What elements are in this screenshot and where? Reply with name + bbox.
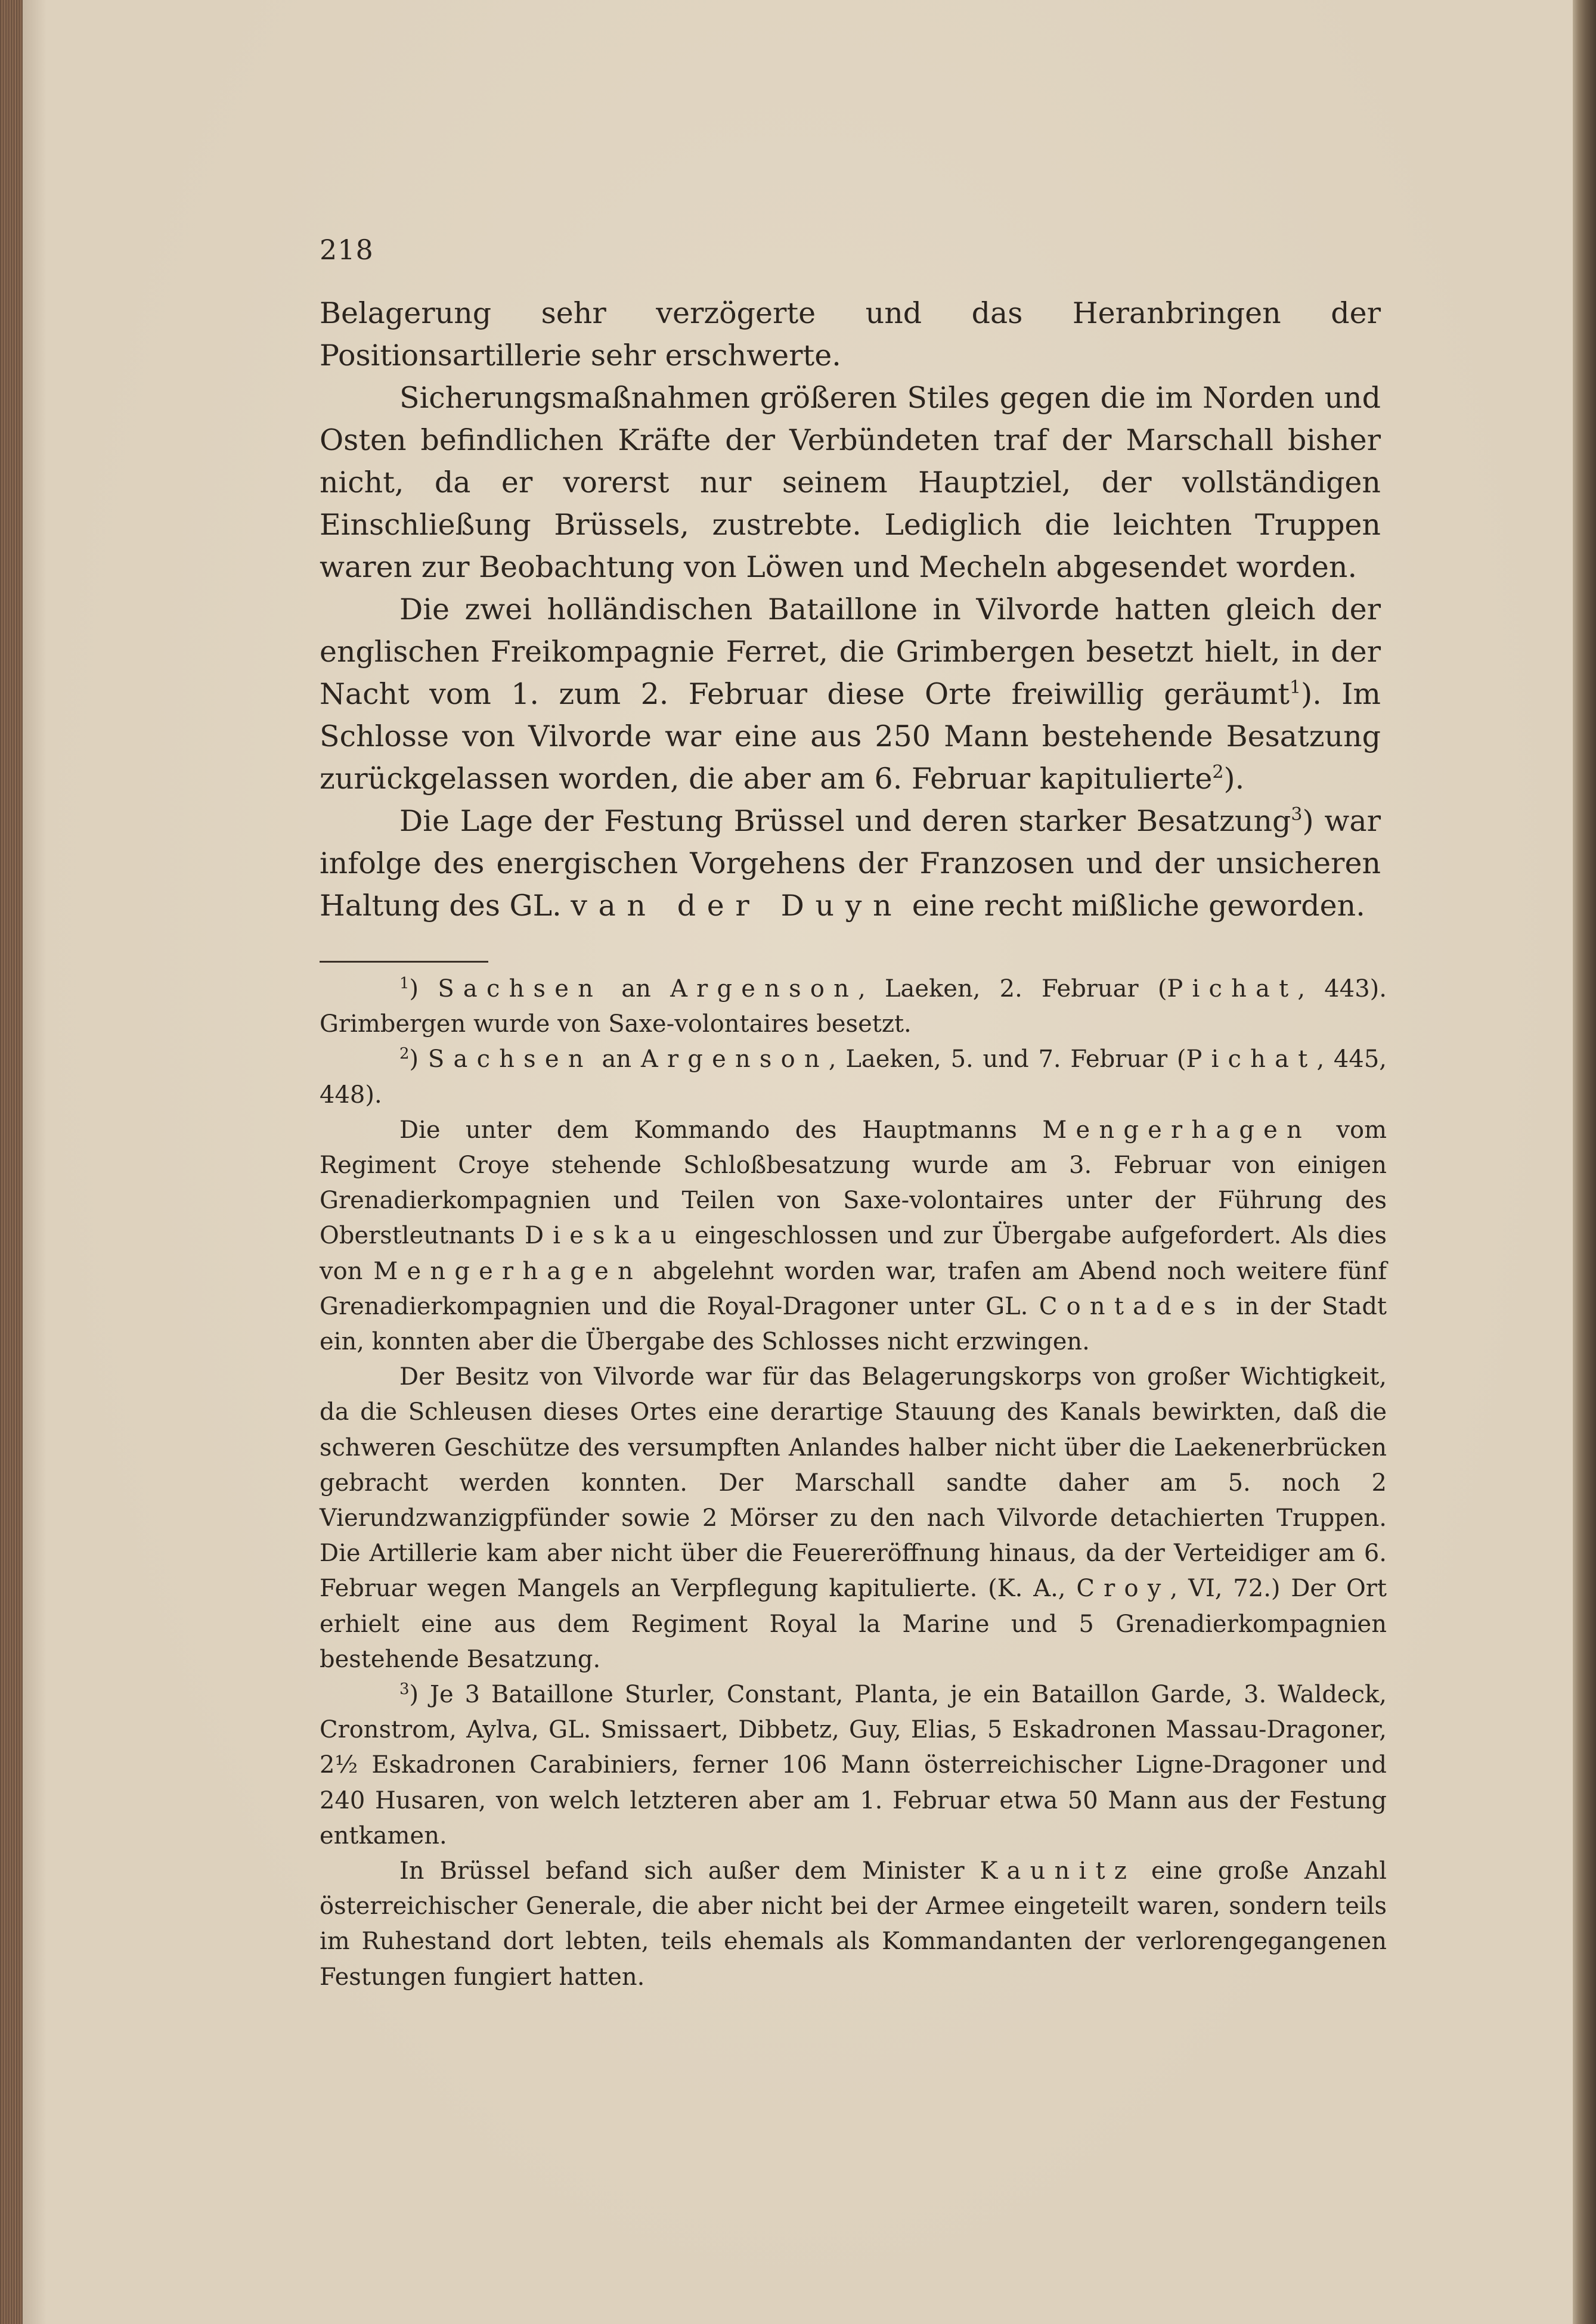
footnote-2: $^2$) Sachsen an Argenson, Laeken, 5. und 7. Februar (Pichat, 445, 448). <box>320 1045 1387 1109</box>
footnote-ref-1: 1 <box>1290 677 1301 698</box>
paragraph-3: Die zwei holländischen Bataillone in Vilvorde hatten gleich der englischen Freikompagnie Ferret, die Grimbergen besetzt hielt, in der Nacht vom 1. zum 2. Februar diese Orte freiwillig geräumt$^1$). Im Schlosse von Vilvorde war eine aus 250 Mann bestehende Besatzung zurückgelassen worden, die aber am 6. Februar kapitulierte$^2$). <box>320 592 1381 796</box>
footnotes <box>320 972 1387 1995</box>
footnote-2-paragraph-3: Der Besitz von Vilvorde war für das Belagerungskorps von großer Wichtigkeit, da die Schleusen dieses Ortes eine derartige Stauung des Kanals bewirkten, daß die schweren Geschütze des versumpften Anlandes halber nicht über die Laekenerbrücken gebracht werden konnten. Der Marschall sandte daher am 5. noch 2 Vierundzwanzigpfünder sowie 2 Mörser zu den nach Vilvorde detachierten Truppen. Die Artillerie kam aber nicht über die Feuereröffnung hinaus, da der Verteidiger am 6. Februar wegen Mangels an Verpflegung kapitulierte. (K. A., Croy, VI, 72.) Der Ort erhielt eine aus dem Regiment Royal la Marine und 5 Grenadierkompagnien bestehende Besatzung. <box>320 1363 1387 1673</box>
footnote-3-paragraph-2: In Brüssel befand sich außer dem Minister Kaunitz eine große Anzahl österreichischer Generale, die aber nicht bei der Armee eingeteilt waren, sondern teils im Ruhestand dort lebten, teils ehemals als Kommandanten der verlorengegangenen Festungen fungiert hatten. <box>320 1857 1387 1991</box>
footnote-3: $^3$) Je 3 Bataillone Sturler, Constant, Planta, je ein Bataillon Garde, 3. Waldeck, Cronstrom, Aylva, GL. Smissaert, Dibbetz, Guy, Elias, 5 Eskadronen Massau-Dragoner, 2½ Eskadronen Carabiniers, ferner 106 Mann österreichischer Ligne-Dragoner und 240 Husaren, von welch letzteren aber am 1. Februar etwa 50 Mann aus der Festung entkamen. <box>320 1680 1387 1850</box>
book-right-edge <box>1573 0 1596 2324</box>
footnote-ref-2: 2 <box>1212 762 1224 783</box>
page-number: 218 <box>320 234 374 266</box>
footnote-1: $^1$) Sachsen an Argenson, Laeken, 2. Februar (Pichat, 443). Grimbergen wurde von Saxe-volontaires besetzt. <box>320 975 1387 1038</box>
book-left-edge <box>0 0 23 2324</box>
main-text <box>320 292 1381 927</box>
paragraph-1: Belagerung sehr verzögerte und das Heranbringen der Positionsartillerie sehr erschwerte. <box>320 296 1381 373</box>
paragraph-2: Sicherungsmaßnahmen größeren Stiles gegen die im Norden und Osten befindlichen Kräfte der Verbündeten traf der Marschall bisher nicht, da er vorerst nur seinem Hauptziel, der vollständigen Einschließung Brüssels, zustrebte. Lediglich die leichten Truppen waren zur Beobachtung von Löwen und Mecheln abgesendet worden. <box>320 381 1381 584</box>
paragraph-4: Die Lage der Festung Brüssel und deren starker Besatzung$^3$) war infolge des energischen Vorgehens der Franzosen und der unsicheren Haltung des GL. van der Duyn eine recht mißliche geworden. <box>320 804 1381 923</box>
name-van-der-duyn: van der Duyn <box>571 889 903 923</box>
footnote-ref-3: 3 <box>1291 804 1303 825</box>
footnote-2-paragraph-2: Die unter dem Kommando des Hauptmanns Mengerhagen vom Regiment Croye stehende Schloßbesatzung wurde am 3. Februar von einigen Grenadierkompagnien und Teilen von Saxe-volontaires unter der Führung des Oberstleutnants Dieskau eingeschlossen und zur Übergabe aufgefordert. Als dies von Mengerhagen abgelehnt worden war, trafen am Abend noch weitere fünf Grenadierkompagnien und die Royal-Dragoner unter GL. Contades in der Stadt ein, konnten aber die Übergabe des Schlosses nicht erzwingen. <box>320 1116 1387 1356</box>
footnote-divider <box>320 961 488 963</box>
